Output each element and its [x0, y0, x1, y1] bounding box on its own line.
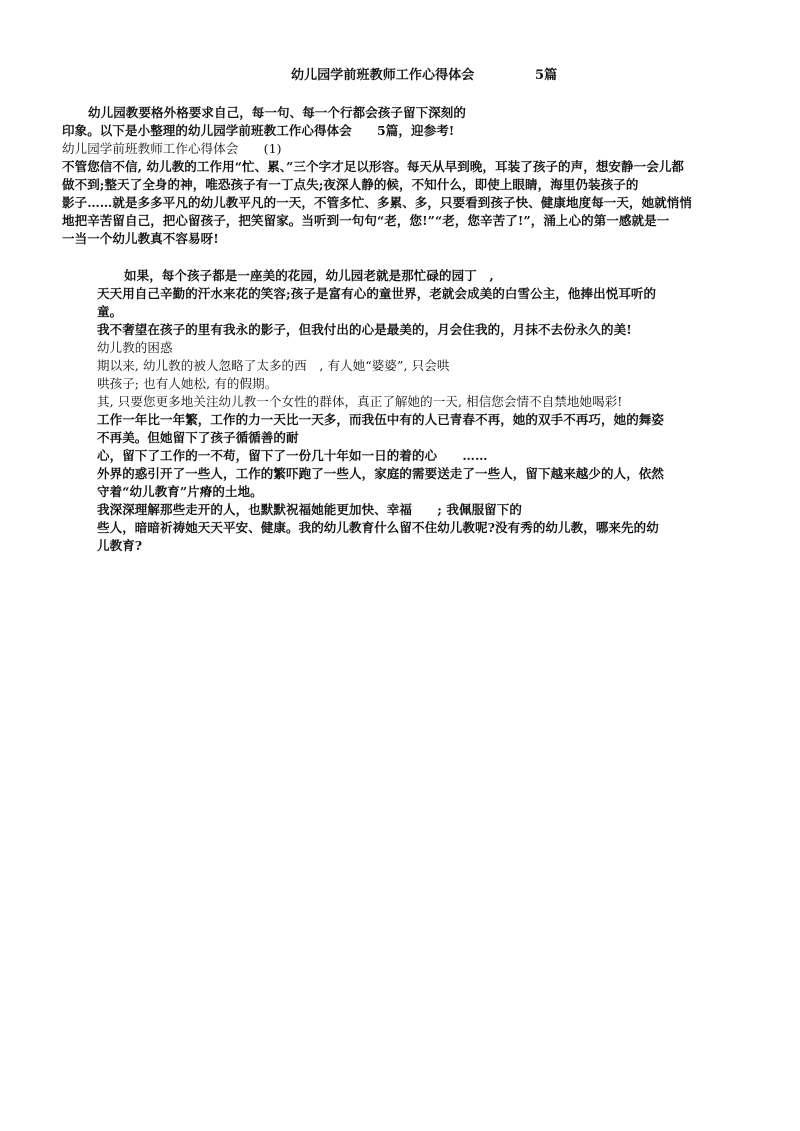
body-line: 天天用自己辛勤的汗水来花的笑容;孩子是富有心的童世界，老就会成美的白雪公主，他捧出悦耳听的	[97, 286, 657, 301]
title-text: 幼儿园学前班教师工作心得体会	[291, 68, 475, 83]
section-heading: 幼儿园学前班教师工作心得体会 (1)	[62, 141, 282, 156]
body-line: 外界的惑引开了一些人，工作的繁吓跑了一些人，家庭的需要送走了一些人，留下越来越少的人，依然	[97, 466, 665, 481]
body-line: 影子……就是多多平凡的幼儿教平凡的一天，不管多忙、多累、多，只要看到孩子快、健康地度每一天，她就悄悄	[62, 195, 693, 210]
body-line: 做不到;整天了全身的神，唯恐孩子有一丁点失;夜深人静的候，不知什么，即使上眼睛，海里仍装孩子的	[62, 177, 639, 192]
document-title	[291, 68, 474, 84]
body-line: 不再美。但她留下了孩子循循善的耐	[97, 430, 299, 445]
body-line: 期以来, 幼儿教的被人忽略了太多的西 , 有人她“婆婆”, 只会哄	[97, 358, 450, 373]
body-line: 我深深理解那些走开的人，也默默祝福她能更加快、幸福 ; 我佩服留下的	[97, 502, 522, 517]
body-line: 哄孩子; 也有人她松, 有的假期。	[97, 376, 278, 391]
body-line: 我不奢望在孩子的里有我永的影子，但我付出的心是最美的，月会住我的，月抹不去份永久的美!	[97, 322, 632, 337]
body-line: 儿教育?	[97, 538, 143, 553]
body-line: 一当一个幼儿教真不容易呀!	[62, 231, 219, 246]
body-line: 如果，每个孩子都是一座美的花园，幼儿园老就是那忙碌的园丁 ,	[124, 268, 494, 283]
body-line: 些人，暗暗祈祷她天天平安、健康。我的幼儿教育什么留不住幼儿教呢?没有秀的幼儿教，哪来先的幼	[97, 520, 659, 535]
body-line: 工作一年比一年繁，工作的力一天比一天多，而我伍中有的人已青春不再，她的双手不再巧，她的舞姿	[97, 412, 665, 427]
document-title-suffix: 5篇	[535, 68, 558, 83]
body-line: 不管您信不信, 幼儿教的工作用“忙、累、”三个字才足以形容。每天从早到晚，耳装了孩子的声，想安静一会儿都	[62, 159, 685, 174]
intro-line: 印象。以下是小整理的幼儿园学前班教工作心得体会 5篇，迎参考!	[62, 123, 455, 138]
body-line: 心，留下了工作的一不苟，留下了一份几十年如一日的着的心 ……	[97, 448, 488, 463]
body-line: 其, 只要您更多地关注幼儿教一个女性的群体，真正了解她的一天, 相信您会情不自禁地她喝彩!	[97, 394, 623, 409]
subheading: 幼儿教的困惑	[97, 340, 173, 355]
body-line: 童。	[97, 304, 123, 319]
body-line: 守着“幼儿教育”片瘠的土地。	[97, 484, 263, 499]
body-line: 地把辛苦留自己，把心留孩子，把笑留家。当听到一句句“老，您!”“老，您辛苦了!”，涌上心的第一感就是一	[62, 213, 670, 228]
intro-line: 幼儿园教要格外格要求自己，每一句、每一个行都会孩子留下深刻的	[88, 105, 467, 120]
